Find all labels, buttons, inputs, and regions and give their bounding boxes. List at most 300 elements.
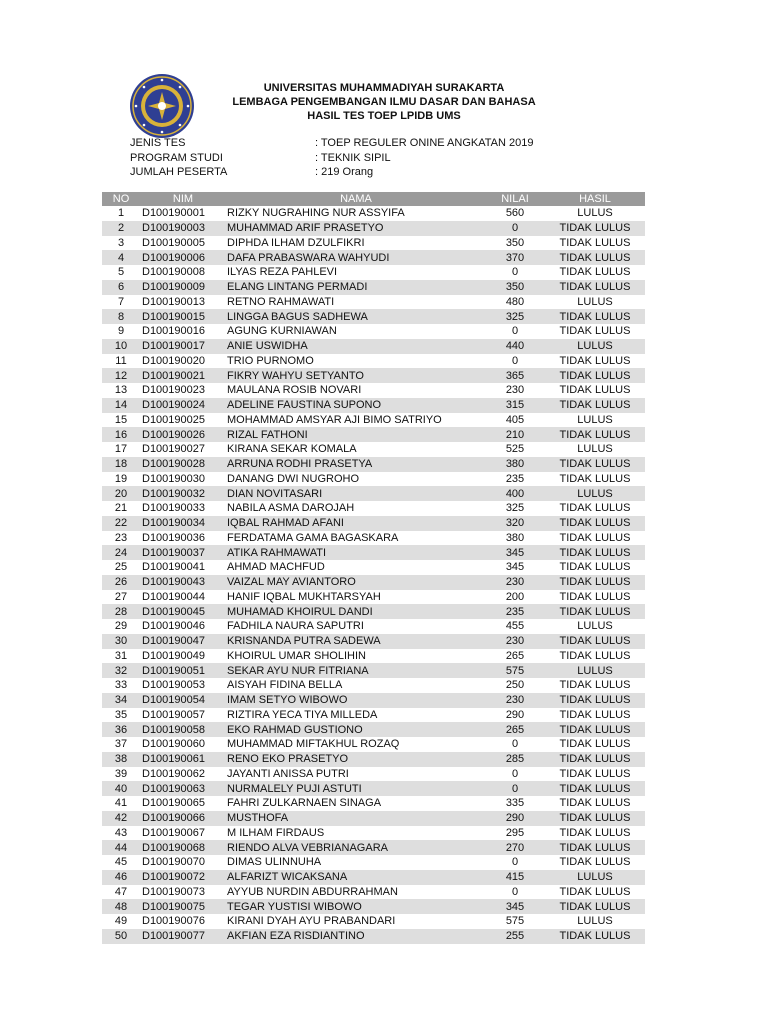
row-number: 11 — [115, 354, 127, 367]
row-number: 25 — [114, 561, 128, 574]
row-number: 16 — [102, 427, 140, 442]
student-nim: D100190068 — [140, 840, 224, 855]
result: LULUS — [577, 413, 613, 426]
results-table — [102, 192, 645, 944]
student-name: AHMAD MACHFUD — [227, 561, 325, 574]
score: 0 — [511, 266, 519, 279]
table-row — [102, 708, 645, 723]
student-name: JAYANTI ANISSA PUTRI — [227, 767, 349, 780]
column-header-nilai: NILAI — [485, 192, 545, 206]
row-number: 46 — [102, 870, 140, 885]
result: TIDAK LULUS — [545, 929, 645, 944]
student-name: MUHAMAD KHOIRUL DANDI — [224, 604, 485, 619]
row-number: 40 — [102, 781, 140, 796]
score: 230 — [505, 384, 525, 397]
student-name: FIKRY WAHYU SETYANTO — [224, 368, 485, 383]
student-name: RIZTIRA YECA TIYA MILLEDA — [227, 708, 378, 721]
table-row — [102, 885, 645, 900]
score: 350 — [505, 236, 525, 249]
result: TIDAK LULUS — [559, 885, 631, 898]
row-number: 27 — [114, 590, 128, 603]
table-row — [102, 649, 645, 664]
result: TIDAK LULUS — [559, 561, 631, 574]
table-row — [102, 781, 645, 796]
student-name: RENO EKO PRASETYO — [224, 752, 485, 767]
info-value: : TEKNIK SIPIL — [315, 151, 391, 164]
score: 365 — [485, 368, 545, 383]
table-row — [102, 826, 645, 841]
student-nim: D100190065 — [142, 797, 206, 810]
table-row — [102, 590, 645, 605]
student-name: AGUNG KURNIAWAN — [227, 325, 337, 338]
table-row — [102, 427, 645, 442]
student-name: IQBAL RAHMAD AFANI — [224, 516, 485, 531]
row-number: 6 — [102, 280, 140, 295]
table-row — [102, 796, 645, 811]
row-number: 19 — [114, 472, 128, 485]
table-row — [102, 752, 645, 767]
result: TIDAK LULUS — [559, 738, 631, 751]
student-name: RETNO RAHMAWATI — [227, 295, 335, 308]
score: 255 — [485, 929, 545, 944]
row-number: 22 — [102, 516, 140, 531]
result: TIDAK LULUS — [559, 826, 631, 839]
score: 0 — [511, 885, 519, 898]
university-name: UNIVERSITAS MUHAMMADIYAH SURAKARTA — [263, 82, 505, 94]
student-name: AKFIAN EZA RISDIANTINO — [224, 929, 485, 944]
student-name: SEKAR AYU NUR FITRIANA — [224, 663, 485, 678]
institute-name: LEMBAGA PENGEMBANGAN ILMU DASAR DAN BAHASA — [232, 96, 536, 108]
table-row — [102, 855, 645, 870]
student-nim: D100190072 — [140, 870, 224, 885]
score: 0 — [485, 221, 545, 236]
row-number: 45 — [114, 856, 128, 869]
student-nim: D100190061 — [140, 752, 224, 767]
score: 265 — [505, 649, 525, 662]
row-number: 23 — [114, 531, 128, 544]
score: 235 — [485, 604, 545, 619]
student-nim: D100190015 — [140, 309, 224, 324]
column-header-nama: NAMA — [224, 192, 485, 206]
result: TIDAK LULUS — [559, 856, 631, 869]
row-number: 43 — [114, 826, 128, 839]
student-nim: D100190017 — [140, 339, 224, 354]
student-nim: D100190070 — [142, 856, 206, 869]
student-nim: D100190047 — [140, 634, 224, 649]
student-name: FADHILA NAURA SAPUTRI — [227, 620, 364, 633]
student-nim: D100190013 — [142, 295, 206, 308]
row-number: 15 — [114, 413, 128, 426]
table-row — [102, 575, 645, 590]
student-nim: D100190051 — [140, 663, 224, 678]
student-name: DIAN NOVITASARI — [224, 486, 485, 501]
document-title: HASIL TES TOEP LPIDB UMS — [307, 110, 461, 122]
row-number: 10 — [102, 339, 140, 354]
table-row — [102, 339, 645, 354]
table-row — [102, 870, 645, 885]
table-row — [102, 368, 645, 383]
table-row — [102, 516, 645, 531]
student-name: ILYAS REZA PAHLEVI — [227, 266, 338, 279]
student-nim: D100190054 — [140, 693, 224, 708]
score: 0 — [511, 354, 519, 367]
table-row — [102, 398, 645, 413]
student-name: ANIE USWIDHA — [224, 339, 485, 354]
result: TIDAK LULUS — [545, 368, 645, 383]
row-number: 26 — [102, 575, 140, 590]
score: 230 — [485, 575, 545, 590]
column-header-hasil: HASIL — [545, 192, 645, 206]
result: TIDAK LULUS — [559, 266, 631, 279]
score: 325 — [485, 309, 545, 324]
result: TIDAK LULUS — [545, 811, 645, 826]
row-number: 32 — [102, 663, 140, 678]
info-label: JUMLAH PESERTA — [130, 166, 228, 178]
student-nim: D100190060 — [142, 738, 206, 751]
result: TIDAK LULUS — [559, 325, 631, 338]
student-nim: D100190044 — [142, 590, 206, 603]
result: TIDAK LULUS — [545, 575, 645, 590]
table-row — [102, 413, 645, 428]
result: TIDAK LULUS — [545, 221, 645, 236]
result: TIDAK LULUS — [545, 516, 645, 531]
student-nim: D100190063 — [140, 781, 224, 796]
table-row — [102, 221, 645, 236]
row-number: 42 — [102, 811, 140, 826]
result: LULUS — [577, 207, 613, 220]
column-header-nim: NIM — [140, 192, 224, 206]
result: TIDAK LULUS — [545, 781, 645, 796]
student-name: ELANG LINTANG PERMADI — [224, 280, 485, 295]
student-nim: D100190067 — [142, 826, 206, 839]
result: TIDAK LULUS — [559, 767, 631, 780]
score: 235 — [505, 472, 525, 485]
student-name: KRISNANDA PUTRA SADEWA — [224, 634, 485, 649]
score: 0 — [511, 325, 519, 338]
student-name: VAIZAL MAY AVIANTORO — [224, 575, 485, 590]
column-header-no: NO — [102, 192, 140, 206]
info-value: : 219 Orang — [315, 166, 374, 178]
score: 0 — [511, 738, 519, 751]
result: TIDAK LULUS — [545, 427, 645, 442]
table-row — [102, 619, 645, 634]
score: 380 — [485, 457, 545, 472]
row-number: 50 — [102, 929, 140, 944]
row-number: 47 — [114, 885, 128, 898]
table-row — [102, 265, 645, 280]
score: 560 — [505, 207, 525, 220]
score: 315 — [485, 398, 545, 413]
table-row — [102, 472, 645, 487]
result: LULUS — [577, 620, 613, 633]
score: 320 — [485, 516, 545, 531]
row-number: 34 — [102, 693, 140, 708]
student-name: MOHAMMAD AMSYAR AJI BIMO SATRIYO — [227, 413, 442, 426]
row-number: 48 — [102, 899, 140, 914]
student-name: DIPHDA ILHAM DZULFIKRI — [227, 236, 365, 249]
result: TIDAK LULUS — [559, 502, 631, 515]
result: TIDAK LULUS — [559, 531, 631, 544]
table-row — [102, 914, 645, 929]
table-row — [102, 457, 645, 472]
table-row — [102, 811, 645, 826]
score: 400 — [485, 486, 545, 501]
document-header — [200, 81, 568, 123]
student-name: DANANG DWI NUGROHO — [227, 472, 359, 485]
score: 325 — [505, 502, 525, 515]
score: 575 — [505, 915, 525, 928]
score: 405 — [505, 413, 525, 426]
student-nim: D100190058 — [140, 722, 224, 737]
row-number: 2 — [102, 221, 140, 236]
row-number: 44 — [102, 840, 140, 855]
student-nim: D100190033 — [142, 502, 206, 515]
student-name: ADELINE FAUSTINA SUPONO — [224, 398, 485, 413]
row-number: 38 — [102, 752, 140, 767]
student-name: ALFARIZT WICAKSANA — [224, 870, 485, 885]
result: LULUS — [577, 915, 613, 928]
result: TIDAK LULUS — [545, 604, 645, 619]
table-row — [102, 767, 645, 782]
row-number: 33 — [114, 679, 128, 692]
result: LULUS — [545, 870, 645, 885]
score: 285 — [485, 752, 545, 767]
result: LULUS — [545, 663, 645, 678]
score: 350 — [485, 280, 545, 295]
result: TIDAK LULUS — [545, 752, 645, 767]
student-name: RIZAL FATHONI — [224, 427, 485, 442]
result: LULUS — [577, 443, 613, 456]
student-nim: D100190016 — [142, 325, 206, 338]
student-nim: D100190023 — [142, 384, 206, 397]
table-row — [102, 840, 645, 855]
student-nim: D100190076 — [142, 915, 206, 928]
score: 415 — [485, 870, 545, 885]
score: 265 — [485, 722, 545, 737]
student-nim: D100190020 — [142, 354, 206, 367]
row-number: 39 — [114, 767, 128, 780]
row-number: 28 — [102, 604, 140, 619]
student-name: MAULANA ROSIB NOVARI — [227, 384, 362, 397]
student-name: ARRUNA RODHI PRASETYA — [224, 457, 485, 472]
row-number: 36 — [102, 722, 140, 737]
result: LULUS — [545, 486, 645, 501]
student-nim: D100190021 — [140, 368, 224, 383]
result: TIDAK LULUS — [545, 250, 645, 265]
row-number: 17 — [114, 443, 128, 456]
student-nim: D100190041 — [142, 561, 206, 574]
result: LULUS — [545, 339, 645, 354]
student-nim: D100190077 — [140, 929, 224, 944]
table-row — [102, 545, 645, 560]
result: TIDAK LULUS — [545, 634, 645, 649]
student-nim: D100190008 — [142, 266, 206, 279]
row-number: 4 — [102, 250, 140, 265]
student-name: MUHAMMAD MIFTAKHUL ROZAQ — [227, 738, 400, 751]
student-name: RIZKY NUGRAHING NUR ASSYIFA — [227, 207, 405, 220]
student-nim: D100190045 — [140, 604, 224, 619]
student-name: LINGGA BAGUS SADHEWA — [224, 309, 485, 324]
score: 345 — [485, 545, 545, 560]
result: TIDAK LULUS — [545, 545, 645, 560]
table-row — [102, 737, 645, 752]
row-number: 41 — [114, 797, 128, 810]
result: TIDAK LULUS — [559, 236, 631, 249]
result: TIDAK LULUS — [559, 649, 631, 662]
student-name: HANIF IQBAL MUKHTARSYAH — [227, 590, 381, 603]
row-number: 5 — [117, 266, 125, 279]
student-name: RIENDO ALVA VEBRIANAGARA — [224, 840, 485, 855]
table-row — [102, 560, 645, 575]
table-row — [102, 383, 645, 398]
result: TIDAK LULUS — [545, 309, 645, 324]
student-name: TRIO PURNOMO — [227, 354, 314, 367]
student-nim: D100190036 — [142, 531, 206, 544]
table-row — [102, 309, 645, 324]
student-name: FAHRI ZULKARNAEN SINAGA — [227, 797, 382, 810]
score: 455 — [505, 620, 525, 633]
row-number: 35 — [114, 708, 128, 721]
score: 0 — [511, 856, 519, 869]
score: 345 — [505, 561, 525, 574]
student-name: MUSTHOFA — [224, 811, 485, 826]
info-label: PROGRAM STUDI — [130, 151, 223, 164]
result: LULUS — [577, 295, 613, 308]
score: 380 — [505, 531, 525, 544]
row-number: 9 — [117, 325, 125, 338]
student-nim: D100190075 — [140, 899, 224, 914]
table-row — [102, 899, 645, 914]
score: 345 — [485, 899, 545, 914]
student-name: KIRANA SEKAR KOMALA — [227, 443, 357, 456]
university-logo-seal — [128, 72, 196, 140]
student-nim: D100190066 — [140, 811, 224, 826]
table-row — [102, 531, 645, 546]
student-nim: D100190025 — [142, 413, 206, 426]
score: 0 — [511, 767, 519, 780]
score: 370 — [485, 250, 545, 265]
student-name: KHOIRUL UMAR SHOLIHIN — [227, 649, 366, 662]
row-number: 13 — [114, 384, 128, 397]
table-row — [102, 236, 645, 251]
score: 0 — [485, 781, 545, 796]
table-row — [102, 250, 645, 265]
result: TIDAK LULUS — [559, 679, 631, 692]
student-nim: D100190005 — [142, 236, 206, 249]
score: 290 — [505, 708, 525, 721]
table-row — [102, 280, 645, 295]
row-number: 21 — [114, 502, 128, 515]
result: TIDAK LULUS — [559, 797, 631, 810]
student-nim: D100190034 — [140, 516, 224, 531]
student-nim: D100190049 — [142, 649, 206, 662]
student-nim: D100190043 — [140, 575, 224, 590]
score: 295 — [505, 826, 525, 839]
student-nim: D100190003 — [140, 221, 224, 236]
table-row — [102, 354, 645, 369]
score: 525 — [505, 443, 525, 456]
student-name: AYYUB NURDIN ABDURRAHMAN — [227, 885, 398, 898]
table-row — [102, 324, 645, 339]
result: TIDAK LULUS — [559, 384, 631, 397]
student-nim: D100190026 — [140, 427, 224, 442]
table-row — [102, 486, 645, 501]
student-nim: D100190053 — [142, 679, 206, 692]
table-row — [102, 501, 645, 516]
table-header-row — [102, 192, 645, 206]
score: 230 — [485, 634, 545, 649]
student-name: NABILA ASMA DAROJAH — [227, 502, 355, 515]
table-row — [102, 663, 645, 678]
result: TIDAK LULUS — [559, 354, 631, 367]
row-number: 31 — [114, 649, 128, 662]
result: TIDAK LULUS — [559, 472, 631, 485]
table-row — [102, 678, 645, 693]
score: 480 — [505, 295, 525, 308]
student-nim: D100190028 — [140, 457, 224, 472]
student-nim: D100190027 — [142, 443, 206, 456]
student-nim: D100190032 — [140, 486, 224, 501]
student-name: DAFA PRABASWARA WAHYUDI — [224, 250, 485, 265]
result: TIDAK LULUS — [545, 840, 645, 855]
student-name: AISYAH FIDINA BELLA — [227, 679, 343, 692]
row-number: 14 — [102, 398, 140, 413]
score: 230 — [485, 693, 545, 708]
table-row — [102, 206, 645, 221]
student-nim: D100190030 — [142, 472, 206, 485]
student-nim: D100190062 — [142, 767, 206, 780]
row-number: 29 — [114, 620, 128, 633]
score: 250 — [505, 679, 525, 692]
score: 210 — [485, 427, 545, 442]
table-row — [102, 722, 645, 737]
row-number: 30 — [102, 634, 140, 649]
student-nim: D100190037 — [140, 545, 224, 560]
table-body — [102, 206, 645, 944]
row-number: 12 — [102, 368, 140, 383]
table-row — [102, 442, 645, 457]
table-row — [102, 604, 645, 619]
student-name: ATIKA RAHMAWATI — [224, 545, 485, 560]
result: TIDAK LULUS — [545, 457, 645, 472]
student-name: DIMAS ULINNUHA — [227, 856, 322, 869]
score: 335 — [505, 797, 525, 810]
student-nim: D100190001 — [142, 207, 206, 220]
table-row — [102, 295, 645, 310]
student-name: IMAM SETYO WIBOWO — [224, 693, 485, 708]
row-number: 24 — [102, 545, 140, 560]
result: TIDAK LULUS — [559, 590, 631, 603]
student-name: NURMALELY PUJI ASTUTI — [224, 781, 485, 796]
score: 290 — [485, 811, 545, 826]
student-nim: D100190024 — [140, 398, 224, 413]
score: 440 — [485, 339, 545, 354]
result: TIDAK LULUS — [545, 899, 645, 914]
result: TIDAK LULUS — [559, 708, 631, 721]
score: 200 — [505, 590, 525, 603]
table-row — [102, 929, 645, 944]
row-number: 7 — [117, 295, 125, 308]
row-number: 49 — [114, 915, 128, 928]
student-name: TEGAR YUSTISI WIBOWO — [224, 899, 485, 914]
result: TIDAK LULUS — [545, 722, 645, 737]
row-number: 20 — [102, 486, 140, 501]
student-name: KIRANI DYAH AYU PRABANDARI — [227, 915, 396, 928]
score: 575 — [485, 663, 545, 678]
row-number: 8 — [102, 309, 140, 324]
info-value: : TOEP REGULER ONINE ANGKATAN 2019 — [315, 137, 534, 149]
student-nim: D100190006 — [140, 250, 224, 265]
